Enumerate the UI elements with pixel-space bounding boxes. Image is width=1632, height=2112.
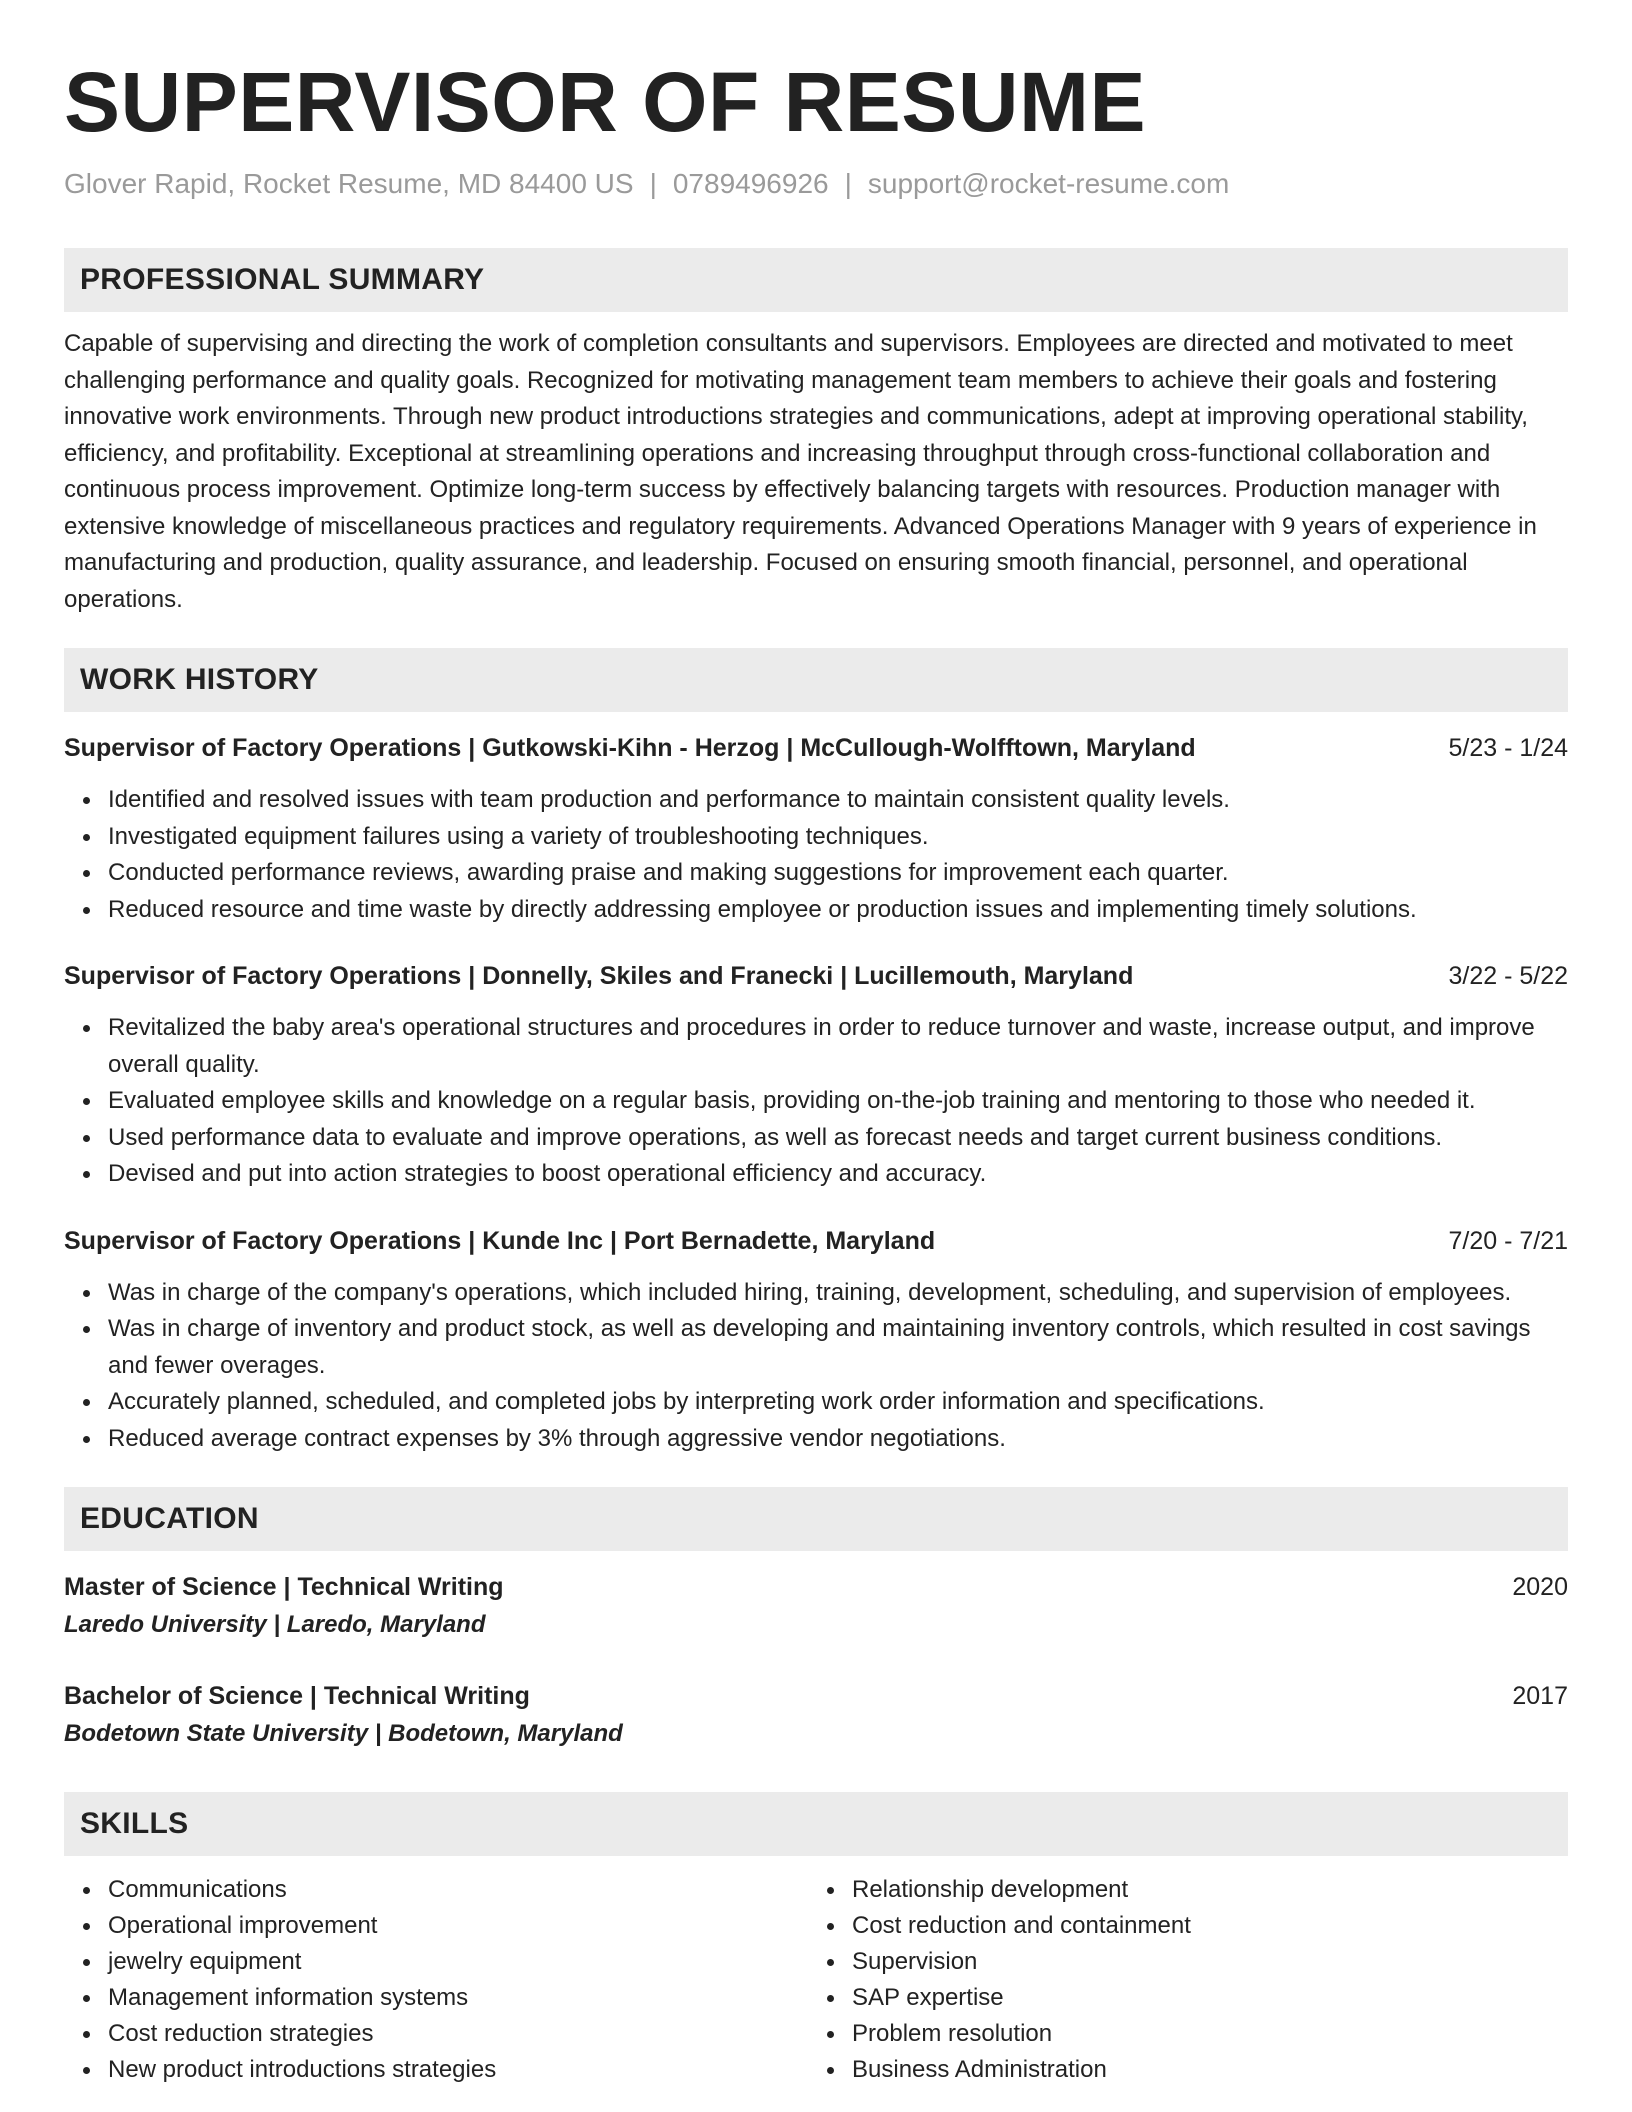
job-bullets <box>64 1275 1568 1458</box>
job-entry <box>64 1223 1568 1458</box>
skills-column-left <box>64 1872 808 2088</box>
skills-list-left <box>64 1872 808 2088</box>
skills-grid <box>64 1872 1568 2088</box>
job-bullet: Devised and put into action strategies to boost operational efficiency and accuracy. <box>108 1156 1568 1193</box>
skill-item: SAP expertise <box>852 1980 1552 2016</box>
skill-item: Operational improvement <box>108 1908 808 1944</box>
job-header <box>64 958 1568 994</box>
job-bullet: Reduced resource and time waste by directly addressing employee or production issues and implementing timely solutions. <box>108 892 1568 929</box>
skills-list-right <box>808 1872 1552 2088</box>
skill-item: Cost reduction and containment <box>852 1908 1552 1944</box>
work-history-section <box>64 648 1568 1457</box>
section-heading-education: EDUCATION <box>64 1487 1568 1551</box>
education-section <box>64 1487 1568 1754</box>
education-degree: Bachelor of Science | Technical Writing <box>64 1682 530 1710</box>
skill-item: Problem resolution <box>852 2016 1552 2052</box>
job-header <box>64 1223 1568 1259</box>
contact-address: Glover Rapid, Rocket Resume, MD 84400 US <box>64 168 634 199</box>
education-entry <box>64 1678 1568 1754</box>
job-title: Supervisor of Factory Operations | Donnelly, Skiles and Franecki | Lucillemouth, Maryland <box>64 962 1134 990</box>
education-entry <box>64 1569 1568 1645</box>
job-header <box>64 730 1568 766</box>
contact-email: support@rocket-resume.com <box>867 168 1230 199</box>
skill-item: Cost reduction strategies <box>108 2016 808 2052</box>
contact-separator: | <box>844 168 852 199</box>
job-bullet: Investigated equipment failures using a variety of troubleshooting techniques. <box>108 819 1568 856</box>
education-school: Laredo University | Laredo, Maryland <box>64 1611 486 1638</box>
section-heading-skills: SKILLS <box>64 1792 1568 1856</box>
job-bullet: Revitalized the baby area's operational structures and procedures in order to reduce turnover and waste, increase output, and improve overall quality. <box>108 1010 1568 1083</box>
summary-section <box>64 248 1568 618</box>
contact-line <box>64 164 1568 204</box>
job-entry <box>64 730 1568 928</box>
job-bullets <box>64 782 1568 928</box>
skill-item: New product introductions strategies <box>108 2052 808 2088</box>
skill-item: Management information systems <box>108 1980 808 2016</box>
job-bullets <box>64 1010 1568 1193</box>
education-school: Bodetown State University | Bodetown, Maryland <box>64 1720 623 1747</box>
job-bullet: Evaluated employee skills and knowledge on a regular basis, providing on-the-job training and mentoring to those who needed it. <box>108 1083 1568 1120</box>
skill-item: jewelry equipment <box>108 1944 808 1980</box>
education-degree: Master of Science | Technical Writing <box>64 1573 504 1601</box>
job-dates: 7/20 - 7/21 <box>1448 1226 1568 1255</box>
job-dates: 5/23 - 1/24 <box>1448 734 1568 762</box>
job-title: Supervisor of Factory Operations | Kunde Inc | Port Bernadette, Maryland <box>64 1226 936 1255</box>
job-bullet: Reduced average contract expenses by 3% through aggressive vendor negotiations. <box>108 1421 1568 1458</box>
job-bullet: Accurately planned, scheduled, and completed jobs by interpreting work order information and specifications. <box>108 1384 1568 1421</box>
job-entry <box>64 958 1568 1193</box>
job-bullet: Used performance data to evaluate and improve operations, as well as forecast needs and target current business conditions. <box>108 1120 1568 1157</box>
education-year: 2020 <box>1512 1573 1568 1601</box>
job-bullet: Was in charge of inventory and product stock, as well as developing and maintaining inventory controls, which resulted in cost savings and fewer overages. <box>108 1311 1568 1384</box>
skills-column-right <box>808 1872 1552 2088</box>
education-year: 2017 <box>1512 1682 1568 1710</box>
job-bullet: Was in charge of the company's operations, which included hiring, training, development, scheduling, and supervision of employees. <box>108 1275 1568 1312</box>
education-header <box>64 1569 1568 1605</box>
skills-section <box>64 1792 1568 2088</box>
skill-item: Business Administration <box>852 2052 1552 2088</box>
job-bullet: Conducted performance reviews, awarding praise and making suggestions for improvement each quarter. <box>108 855 1568 892</box>
resume-name: SUPERVISOR OF RESUME <box>64 55 1146 149</box>
contact-phone: 0789496926 <box>672 168 829 199</box>
skill-item: Communications <box>108 1872 808 1908</box>
education-header <box>64 1678 1568 1714</box>
job-bullet: Identified and resolved issues with team production and performance to maintain consistent quality levels. <box>108 782 1568 819</box>
summary-text: Capable of supervising and directing the work of completion consultants and supervisors. Employees are directed and motivated to meet challenging performance and quality goals. Recognized for motivating management team members to achieve their goals and fostering innovative work environments. Through new product introductions strategies and communications, adept at improving operational stability, efficiency, and profitability. Exceptional at streamlining operations and increasing throughput through cross-functional collaboration and continuous process improvement. Optimize long-term success by effectively balancing targets with resources. Production manager with extensive knowledge of miscellaneous practices and regulatory requirements. Advanced Operations Manager with 9 years of experience in manufacturing and production, quality assurance, and leadership. Focused on ensuring smooth financial, personnel, and operational operations. <box>64 330 1537 613</box>
skill-item: Relationship development <box>852 1872 1552 1908</box>
skill-item: Supervision <box>852 1944 1552 1980</box>
job-title: Supervisor of Factory Operations | Gutkowski-Kihn - Herzog | McCullough-Wolfftown, Maryland <box>64 734 1196 762</box>
section-heading-summary: PROFESSIONAL SUMMARY <box>64 248 1568 312</box>
contact-separator: | <box>649 168 657 199</box>
job-dates: 3/22 - 5/22 <box>1448 962 1568 990</box>
section-heading-work-history: WORK HISTORY <box>64 648 1568 712</box>
